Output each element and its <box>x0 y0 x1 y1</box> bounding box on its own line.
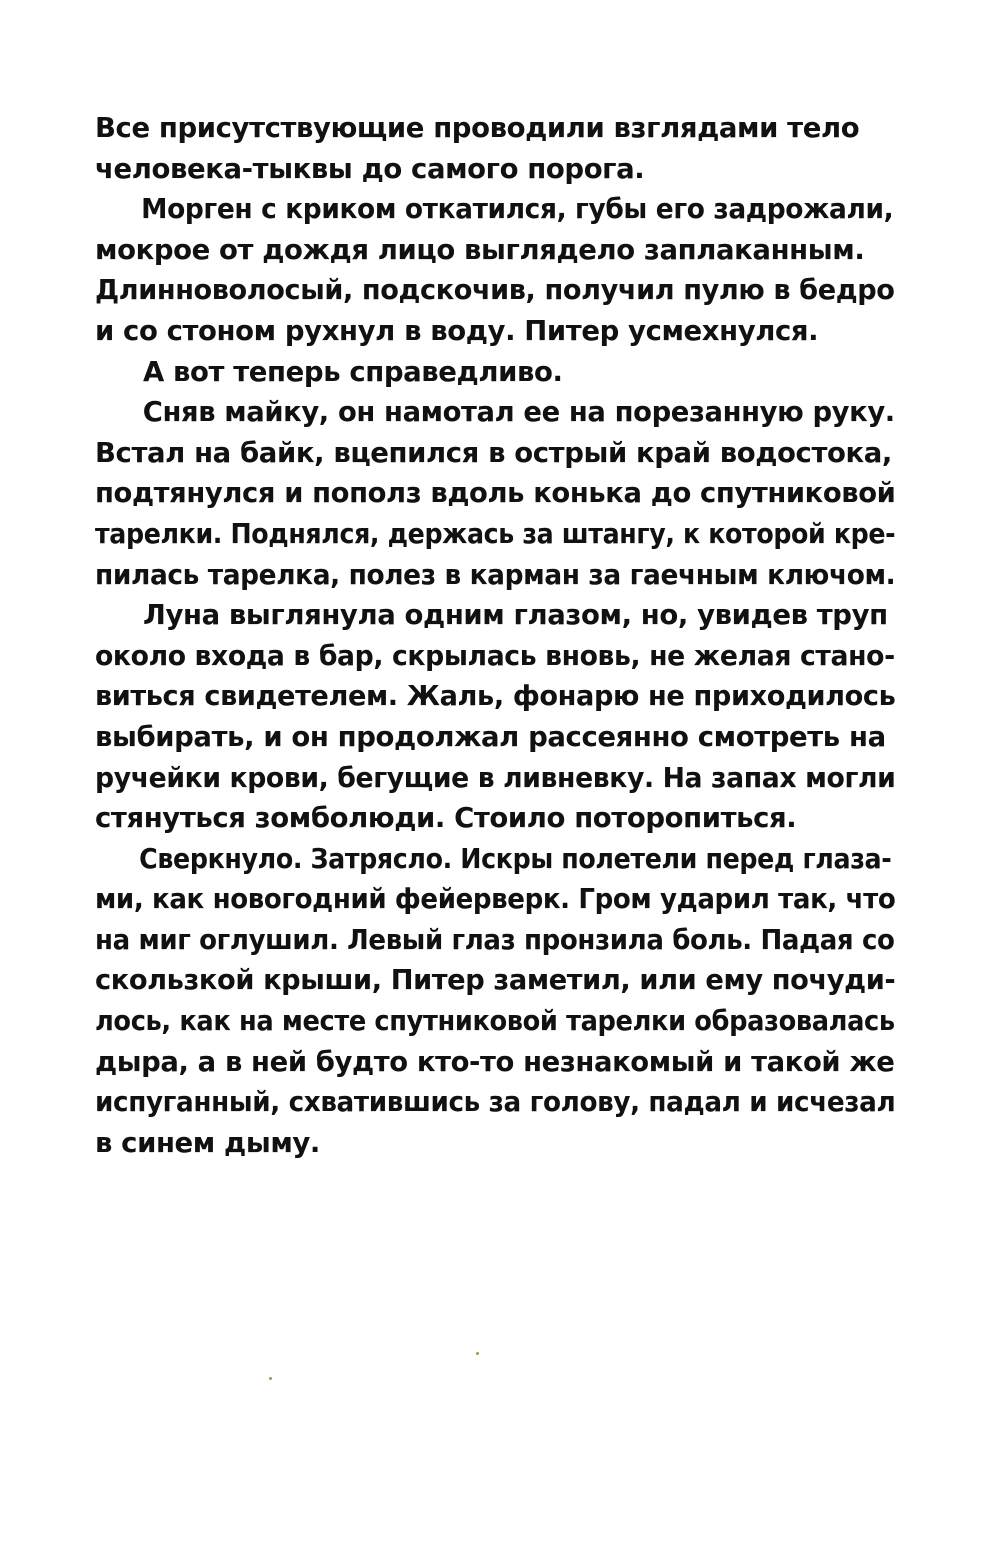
text-line: лось, как на месте спутниковой тарелки образовалась <box>95 1005 895 1038</box>
text-line: испуганный, схватившись за голову, падал и исчезал <box>95 1086 896 1119</box>
text-line: Все присутствующие проводили взглядами тело <box>95 112 860 144</box>
text-line: Луна выглянула одним глазом, но, увидев труп <box>143 599 888 632</box>
text-line: тарелки. Поднялся, держась за штангу, к которой кре- <box>95 517 896 550</box>
text-line: Сняв майку, он намотал ее на порезанную руку. <box>142 396 895 429</box>
print-speck <box>476 1352 479 1355</box>
text-line: Морген с криком откатился, губы его задрожали, <box>141 193 894 226</box>
text-line: ми, как новогодний фейерверк. Гром ударил так, что <box>95 883 896 916</box>
text-line: Сверкнуло. Затрясло. Искры полетели перед глаза- <box>139 842 892 875</box>
text-line: стянуться зомболюди. Стоило поторопиться. <box>95 802 797 835</box>
text-line: человека-тыквы до самого порога. <box>95 152 645 185</box>
text-line: около входа в бар, скрылась вновь, не желая стано- <box>95 639 895 672</box>
text-line: дыра, а в ней будто кто-то незнакомый и такой же <box>95 1045 895 1078</box>
text-line: в синем дыму. <box>95 1126 320 1159</box>
text-line: подтянулся и пополз вдоль конька до спутниковой <box>95 477 896 510</box>
text-line: мокрое от дождя лицо выглядело заплаканным. <box>95 233 865 266</box>
text-line: пилась тарелка, полез в карман за гаечным ключом. <box>95 558 896 591</box>
text-line: выбирать, и он продолжал рассеянно смотреть на <box>95 720 886 753</box>
text-line: Длинноволосый, подскочив, получил пулю в бедро <box>95 274 895 307</box>
text-line: А вот теперь справедливо. <box>143 355 563 388</box>
print-speck <box>269 1377 272 1380</box>
text-line: ручейки крови, бегущие в ливневку. На запах могли <box>95 761 896 794</box>
page-text <box>95 108 895 1163</box>
text-line: на миг оглушил. Левый глаз пронзила боль. Падая со <box>95 923 895 956</box>
text-line: и со стоном рухнул в воду. Питер усмехнулся. <box>95 314 819 347</box>
text-line: виться свидетелем. Жаль, фонарю не приходилось <box>95 680 896 713</box>
text-line: скользкой крыши, Питер заметил, или ему почуди- <box>95 964 896 997</box>
text-line: Встал на байк, вцепился в острый край водостока, <box>95 436 892 469</box>
